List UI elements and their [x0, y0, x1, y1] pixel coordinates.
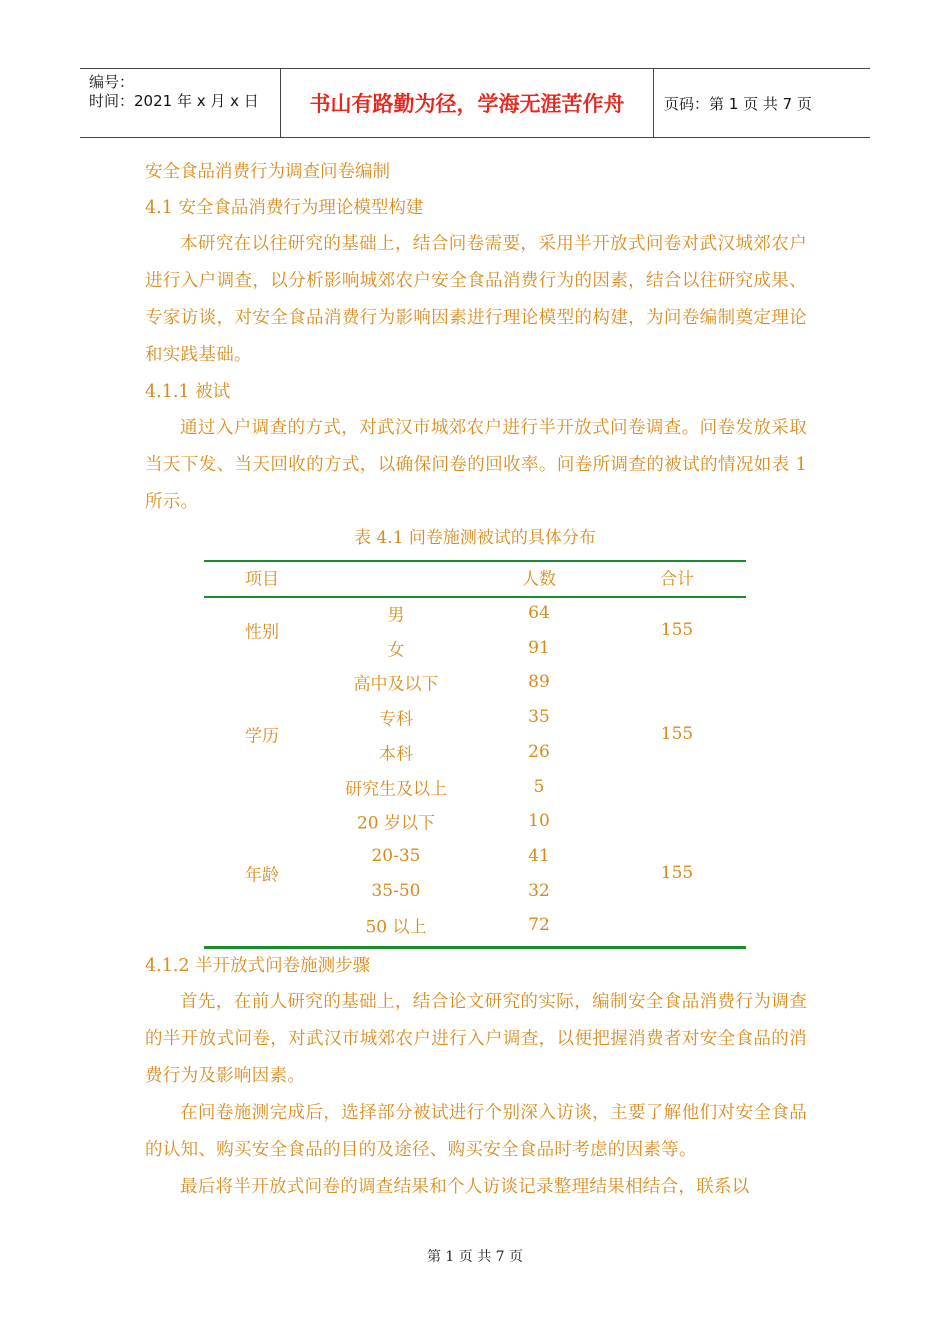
- table-header-count: 人数: [522, 569, 556, 590]
- paragraph-4: 在问卷施测完成后，选择部分被试进行个别深入访谈，主要了解他们对安全食品的认知、购买安全食品的目的及途径、购买安全食品时考虑的因素等。: [145, 1103, 807, 1160]
- page-footer: 第 1 页 共 7 页: [426, 1249, 524, 1265]
- table-cell-group: 性别: [245, 622, 279, 643]
- header-number: 编号：: [89, 73, 135, 91]
- section-title: 安全食品消费行为调查问卷编制: [145, 162, 390, 182]
- table-header-item: 项目: [245, 569, 279, 590]
- table-cell-group: 年龄: [245, 865, 279, 886]
- table-cell-count: 72: [528, 915, 550, 936]
- paragraph-2: 通过入户调查的方式，对武汉市城郊农户进行半开放式问卷调查。问卷发放采取当天下发、当天回收的方式，以确保问卷的回收率。问卷所调查的被试的情况如表 1 所示。: [145, 418, 807, 512]
- table-cell-count: 89: [528, 672, 550, 693]
- participant-table: [204, 560, 746, 950]
- table-cell-count: 32: [528, 880, 550, 901]
- table-cell-group: 学历: [245, 726, 279, 747]
- page-header: [80, 68, 870, 138]
- table-header-rule: [204, 596, 746, 598]
- table-header-total: 合计: [660, 569, 694, 590]
- paragraph-3: 首先，在前人研究的基础上，结合论文研究的实际，编制安全食品消费行为调查的半开放式问卷，对武汉市城郊农户进行入户调查，以便把握消费者对安全食品的消费行为及影响因素。: [145, 992, 807, 1086]
- table-cell-subitem: 研究生及以上: [345, 779, 447, 799]
- table-cell-subitem: 50 以上: [365, 917, 427, 938]
- table-cell-subitem: 男: [387, 605, 405, 626]
- table-cell-subitem: 高中及以下: [353, 674, 439, 695]
- table-caption: 表 4.1 问卷施测被试的具体分布: [354, 528, 596, 548]
- table-cell-subitem: 女: [387, 640, 405, 661]
- paragraph-1: 本研究在以往研究的基础上，结合问卷需要，采用半开放式问卷对武汉城郊农户进行入户调查，以分析影响城郊农户安全食品消费行为的因素，结合以往研究成果、专家访谈，对安全食品消费行为影响因素进行理论模型的构建，为问卷编制奠定理论和实践基础。: [145, 234, 807, 365]
- table-cell-total: 155: [660, 863, 694, 884]
- table-cell-count: 5: [533, 776, 545, 797]
- table-cell-count: 91: [528, 637, 550, 658]
- table-cell-subitem: 专科: [379, 709, 413, 730]
- table-cell-count: 10: [528, 811, 550, 832]
- table-cell-count: 41: [528, 845, 550, 866]
- table-cell-subitem: 35-50: [371, 880, 421, 901]
- document-body: [145, 154, 807, 521]
- header-page-number: 页码：第 1 页 共 7 页: [664, 94, 812, 113]
- header-page-cell: [654, 69, 870, 137]
- document-body-continued: [145, 948, 807, 1206]
- table-cell-count: 64: [528, 603, 550, 623]
- table-top-rule: [204, 560, 746, 562]
- heading-4-1: 4.1 安全食品消费行为理论模型构建: [145, 198, 424, 218]
- paragraph-5: 最后将半开放式问卷的调查结果和个人访谈记录整理结果相结合，联系以: [180, 1177, 750, 1197]
- table-cell-count: 26: [528, 741, 550, 762]
- table-cell-total: 155: [660, 620, 694, 641]
- heading-4-1-2: 4.1.2 半开放式问卷施测步骤: [145, 956, 371, 976]
- table-cell-total: 155: [660, 724, 694, 745]
- table-cell-subitem: 20 岁以下: [356, 813, 436, 834]
- header-motto-cell: [281, 69, 654, 137]
- header-time: 时间：2021 年 x 月 x 日: [89, 92, 259, 110]
- header-motto: 书山有路勤为径，学海无涯苦作舟: [309, 92, 625, 116]
- header-meta: [80, 69, 281, 137]
- table-cell-subitem: 本科: [379, 744, 413, 765]
- table-cell-count: 35: [528, 707, 550, 728]
- table-cell-subitem: 20-35: [371, 845, 421, 866]
- heading-4-1-1: 4.1.1 被试: [145, 382, 231, 402]
